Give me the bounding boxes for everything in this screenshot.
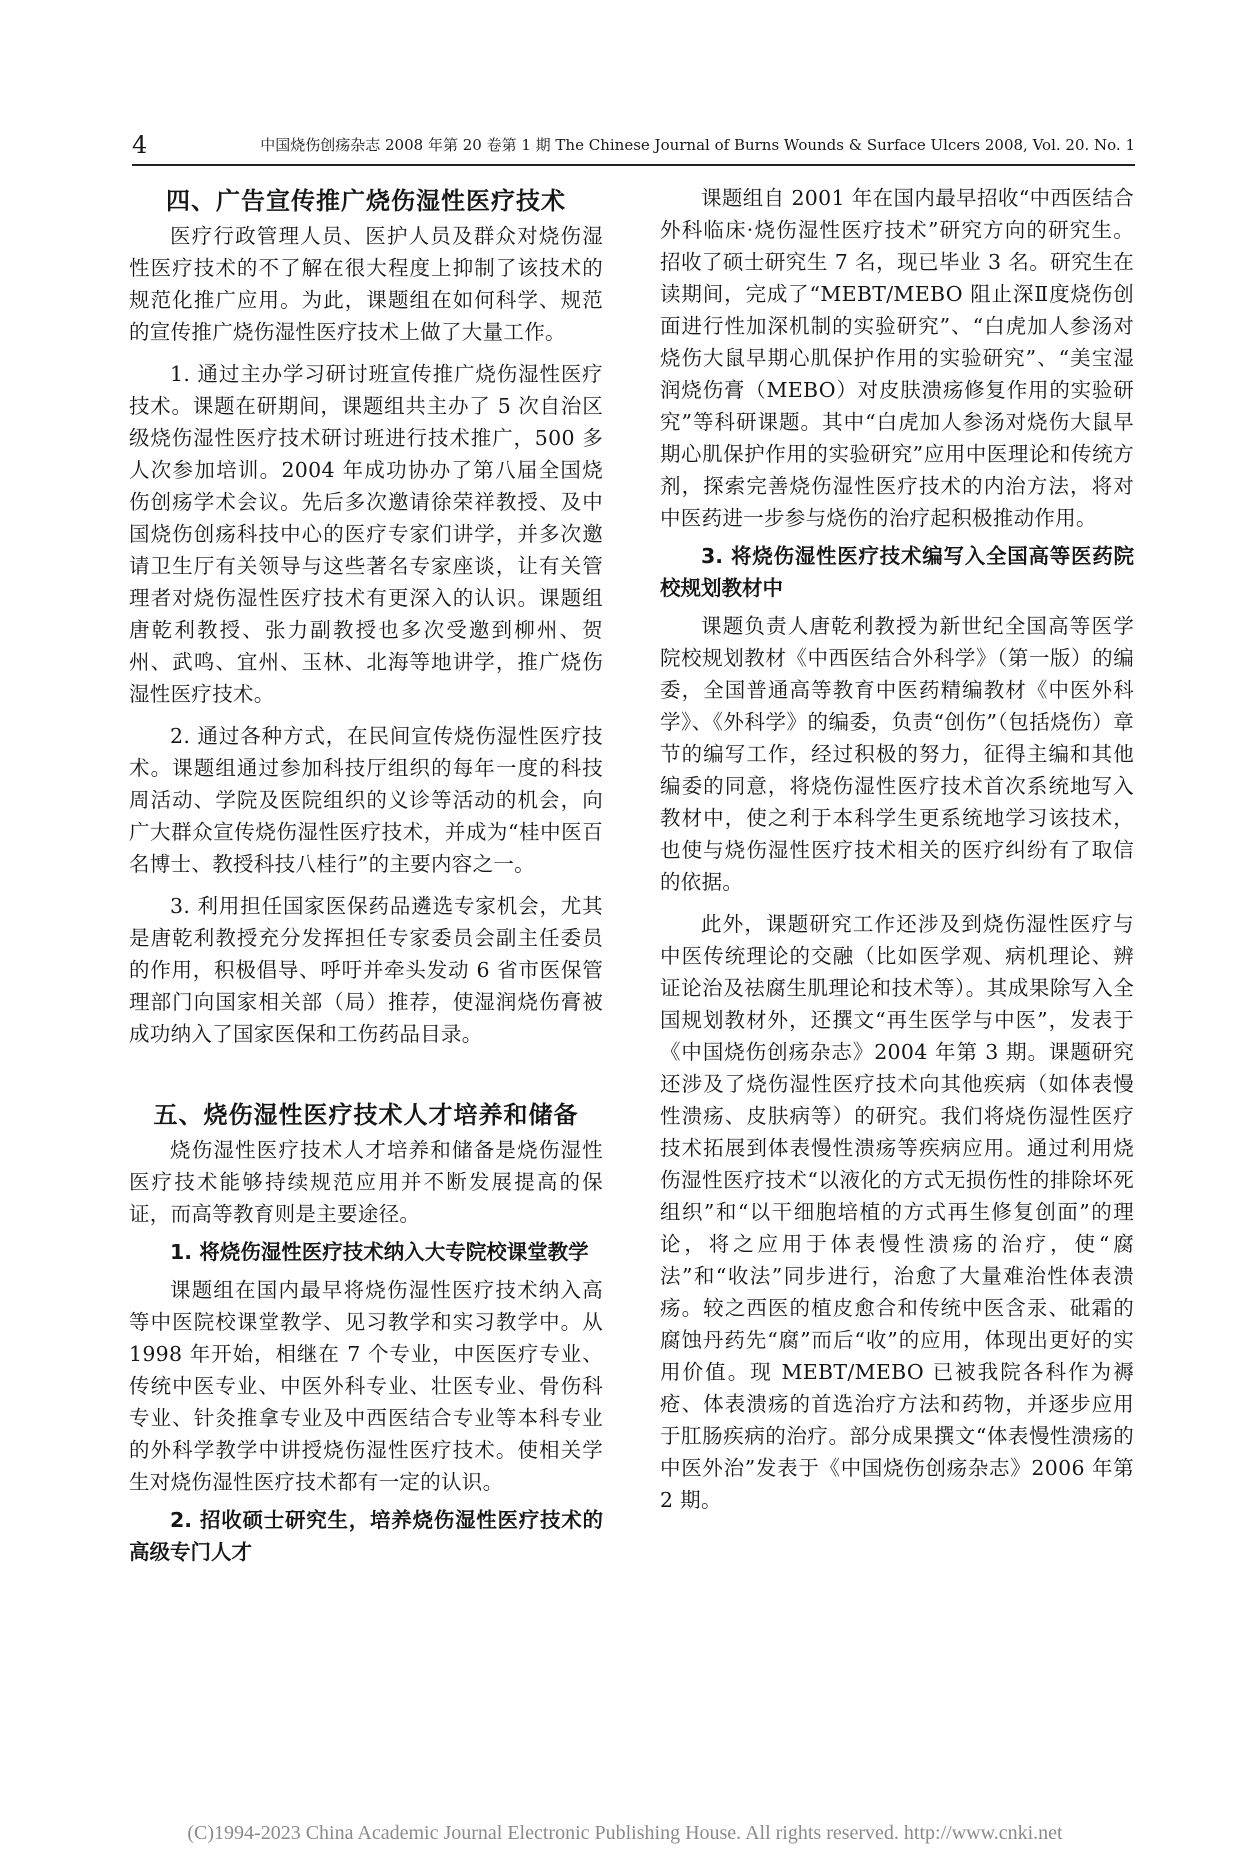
section-4-title: 四、广告宣传推广烧伤湿性医疗技术 — [166, 187, 566, 215]
graduate-paragraph: 课题组自 2001 年在国内最早招收“中西医结合外科临床·烧伤湿性医疗技术”研究方向的研究生。招收了硕士研究生 7 名，现已毕业 3 名。研究生在读期间，完成了“MEBT/MEBO 阻止深Ⅱ度烧伤创面进行性加深机制的实验研究”、“白虎加人参汤对烧伤大鼠早期心肌保护作用的实验研究”、“美宝湿润烧伤膏（MEBO）对皮肤溃疡修复作用的实验研究”等科研课题。其中“白虎加人参汤对烧伤大鼠早期心肌保护作用的实验研究”应用中医理论和传统方剂，探索完善烧伤湿性医疗技术的内治方法，将对中医药进一步参与烧伤的治疗起积极推动作用。 — [660, 186, 1134, 530]
section-5-heading-1: 1. 将烧伤湿性医疗技术纳入大专院校课堂教学 — [170, 1240, 589, 1264]
section-5-heading-2: 2. 招收硕士研究生，培养烧伤湿性医疗技术的高级专门人才 — [129, 1508, 603, 1564]
copyright-footer: (C)1994-2023 China Academic Journal Electronic Publishing House. All rights reserved. http://www.cnki.net — [187, 1822, 1063, 1844]
section-4-item-1: 1. 通过主办学习研讨班宣传推广烧伤湿性医疗技术。课题在研期间，课题组共主办了 5 次自治区级烧伤湿性医疗技术研讨班进行技术推广，500 多人次参加培训。2004 年成功协办了第八届全国烧伤创疡学术会议。先后多次邀请徐荣祥教授、及中国烧伤创疡科技中心的医疗专家们讲学，并多次邀请卫生厅有关领导与这些著名专家座谈，让有关管理者对烧伤湿性医疗技术有更深入的认识。课题组唐乾利教授、张力副教授也多次受邀到柳州、贺州、武鸣、宜州、玉林、北海等地讲学，推广烧伤湿性医疗技术。 — [129, 362, 603, 706]
section-4-item-2: 2. 通过各种方式，在民间宣传烧伤湿性医疗技术。课题组通过参加科技厅组织的每年一度的科技周活动、学院及医院组织的义诊等活动的机会，向广大群众宣传烧伤湿性医疗技术，并成为“桂中医百名博士、教授科技八桂行”的主要内容之一。 — [129, 724, 603, 876]
section-5-heading-3: 3. 将烧伤湿性医疗技术编写入全国高等医药院校规划教材中 — [660, 544, 1134, 600]
page-number: 4 — [132, 131, 148, 159]
section-4-intro: 医疗行政管理人员、医护人员及群众对烧伤湿性医疗技术的不了解在很大程度上抑制了该技术的规范化推广应用。为此，课题组在如何科学、规范的宣传推广烧伤湿性医疗技术上做了大量工作。 — [129, 224, 603, 344]
running-head: 中国烧伤创疡杂志 2008 年第 20 卷第 1 期 The Chinese Journal of Burns Wounds & Surface Ulcers 2008, Vol. 20. No. 1 — [260, 136, 1135, 154]
section-5-intro: 烧伤湿性医疗技术人才培养和储备是烧伤湿性医疗技术能够持续规范应用并不断发展提高的保证，而高等教育则是主要途径。 — [129, 1138, 603, 1226]
section-4-item-3: 3. 利用担任国家医保药品遴选专家机会，尤其是唐乾利教授充分发挥担任专家委员会副主任委员的作用，积极倡导、呼吁并牵头发动 6 省市医保管理部门向国家相关部（局）推荐，使湿润烧伤膏被成功纳入了国家医保和工伤药品目录。 — [129, 894, 603, 1046]
page-header — [132, 130, 1135, 166]
section-5-title: 五、烧伤湿性医疗技术人才培养和储备 — [153, 1101, 579, 1129]
left-column — [129, 182, 603, 1568]
section-5-paragraph-1: 课题组在国内最早将烧伤湿性医疗技术纳入高等中医院校课堂教学、见习教学和实习教学中。从 1998 年开始，相继在 7 个专业，中医医疗专业、传统中医专业、中医外科专业、壮医专业、骨伤科专业、针灸推拿专业及中西医结合专业等本科专业的外科学教学中讲授烧伤湿性医疗技术。使相关学生对烧伤湿性医疗技术都有一定的认识。 — [129, 1278, 603, 1494]
research-paragraph: 此外，课题研究工作还涉及到烧伤湿性医疗与中医传统理论的交融（比如医学观、病机理论、辨证论治及祛腐生肌理论和技术等）。其成果除写入全国规划教材外，还撰文“再生医学与中医”，发表于《中国烧伤创疡杂志》2004 年第 3 期。课题研究还涉及了烧伤湿性医疗技术向其他疾病（如体表慢性溃疡、皮肤病等）的研究。我们将烧伤湿性医疗技术拓展到体表慢性溃疡等疾病应用。通过利用烧伤湿性医疗技术“以液化的方式无损伤性的排除坏死组织”和“以干细胞培植的方式再生修复创面”的理论，将之应用于体表慢性溃疡的治疗，使“腐法”和“收法”同步进行，治愈了大量难治性体表溃疡。较之西医的植皮愈合和传统中医含汞、砒霜的腐蚀丹药先“腐”而后“收”的应用，体现出更好的实用价值。现 MEBT/MEBO 已被我院各科作为褥疮、体表溃疡的首选治疗方法和药物，并逐步应用于肛肠疾病的治疗。部分成果撰文“体表慢性溃疡的中医外治”发表于《中国烧伤创疡杂志》2006 年第 2 期。 — [660, 912, 1134, 1512]
textbook-paragraph: 课题负责人唐乾利教授为新世纪全国高等医学院校规划教材《中西医结合外科学》（第一版）的编委，全国普通高等教育中医药精编教材《中医外科学》、《外科学》的编委，负责“创伤”（包括烧伤）章节的编写工作，经过积极的努力，征得主编和其他编委的同意，将烧伤湿性医疗技术首次系统地写入教材中，使之利于本科学生更系统地学习该技术，也使与烧伤湿性医疗技术相关的医疗纠纷有了取信的依据。 — [660, 614, 1134, 894]
right-column — [660, 182, 1134, 1516]
